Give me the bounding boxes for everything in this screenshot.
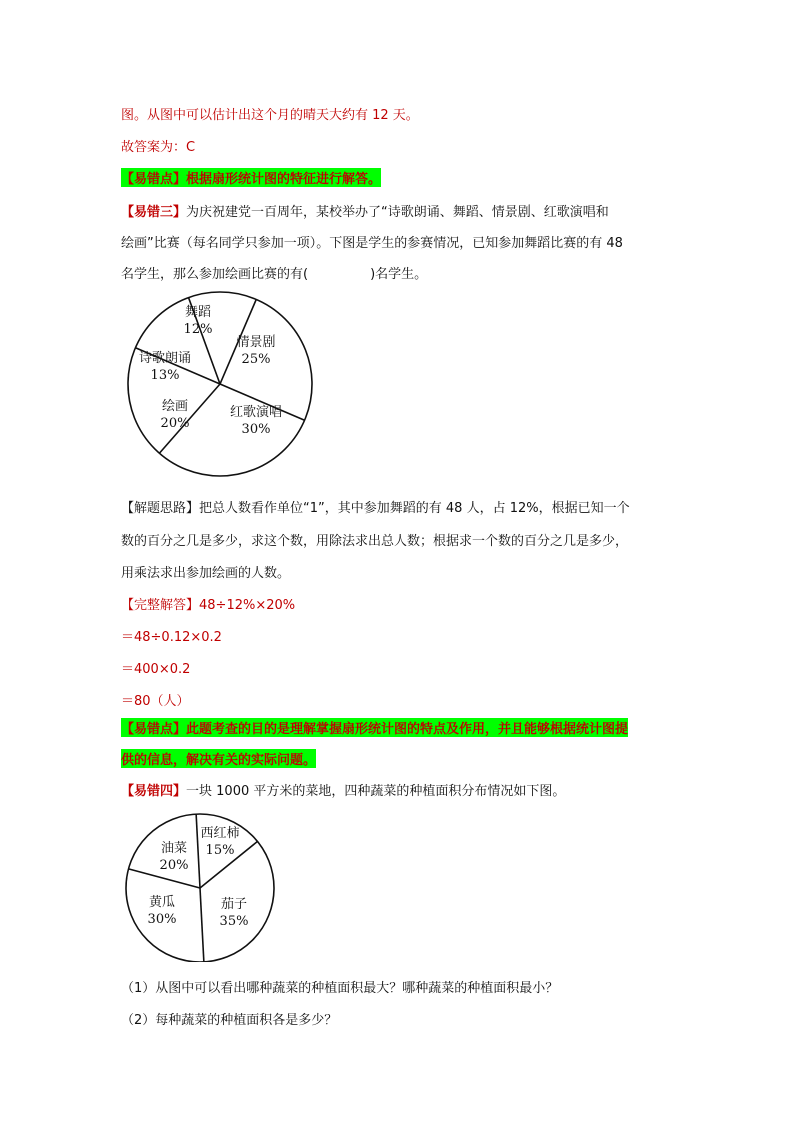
mistake-point-2-line-2: 供的信息，解决有关的实际问题。 bbox=[121, 749, 316, 768]
question-4-line-1 bbox=[121, 780, 565, 799]
pie-slice-percent-label: 25% bbox=[241, 352, 271, 367]
pie-slice-category-label: 舞蹈 bbox=[184, 305, 212, 320]
question-3-line-1 bbox=[121, 201, 609, 220]
answer-line: 故答案为：C bbox=[121, 140, 196, 155]
thinking-line-2: 数的百分之几是多少，求这个数，用除法求出总人数；根据求一个数的百分之几是多少， bbox=[121, 534, 629, 549]
pie-slice-percent-label: 30% bbox=[147, 912, 177, 927]
full-answer-tag: 【完整解答】 bbox=[121, 598, 200, 613]
calc-step-3: ＝80（人） bbox=[121, 694, 190, 709]
question-3-tag: 【易错三】 bbox=[121, 205, 187, 220]
pie-slice-category-label: 诗歌朗诵 bbox=[138, 351, 192, 366]
pie-slice-category-label: 绘画 bbox=[161, 399, 189, 414]
question-4-tag: 【易错四】 bbox=[121, 784, 187, 799]
question-3-text-1: 为庆祝建党一百周年，某校举办了“诗歌朗诵、舞蹈、情景剧、红歌演唱和 bbox=[186, 205, 609, 220]
question-3-text-3-end: )名学生。 bbox=[370, 267, 428, 282]
pie-slice-percent-label: 30% bbox=[241, 422, 271, 437]
question-4-text: 一块 1000 平方米的菜地，四种蔬菜的种植面积分布情况如下图。 bbox=[186, 784, 566, 799]
pie-slice-percent-label: 20% bbox=[159, 858, 189, 873]
calc-step-2: ＝400×0.2 bbox=[121, 662, 191, 677]
question-3-line-2: 绘画”比赛（每名同学只参加一项）。下图是学生的参赛情况，已知参加舞蹈比赛的有 48 bbox=[121, 236, 623, 251]
thinking-line-3: 用乘法求出参加绘画的人数。 bbox=[121, 566, 291, 581]
pie-slice-percent-label: 12% bbox=[183, 322, 213, 337]
mistake-point-1: 【易错点】根据扇形统计图的特征进行解答。 bbox=[121, 168, 381, 187]
pie-slice-percent-label: 20% bbox=[160, 416, 190, 431]
question-3-text-3: 名学生，那么参加绘画比赛的有( bbox=[121, 267, 309, 282]
thinking-text-1: 把总人数看作单位“1”，其中参加舞蹈的有 48 人，占 12%，根据已知一个 bbox=[199, 501, 630, 516]
mistake-point-2-line-1: 【易错点】此题考查的目的是理解掌握扇形统计图的特点及作用，并且能够根据统计图提 bbox=[121, 718, 628, 737]
full-answer-line bbox=[121, 594, 295, 613]
pie-slice-percent-label: 15% bbox=[205, 843, 235, 858]
question-4-sub-1: （1）从图中可以看出哪种蔬菜的种植面积最大？哪种蔬菜的种植面积最小？ bbox=[121, 981, 559, 996]
text-line-conclusion: 图。从图中可以估计出这个月的晴天大约有 12 天。 bbox=[121, 108, 419, 123]
pie-slice-category-label: 茄子 bbox=[220, 897, 248, 912]
thinking-line-1 bbox=[121, 497, 630, 516]
pie-slice-category-label: 油菜 bbox=[160, 841, 188, 856]
pie-chart-vegetables bbox=[120, 810, 280, 962]
pie-chart-competition bbox=[120, 290, 320, 486]
pie-slice-percent-label: 13% bbox=[150, 368, 180, 383]
question-4-sub-2: （2）每种蔬菜的种植面积各是多少？ bbox=[121, 1013, 338, 1028]
pie-slice-category-label: 西红柿 bbox=[200, 826, 240, 841]
question-3-line-3 bbox=[121, 263, 427, 282]
thinking-tag: 【解题思路】 bbox=[121, 501, 200, 516]
full-answer-expression: 48÷12%×20% bbox=[199, 598, 296, 613]
pie-slice-category-label: 红歌演唱 bbox=[229, 405, 283, 420]
pie-slice-percent-label: 35% bbox=[219, 914, 249, 929]
calc-step-1: ＝48÷0.12×0.2 bbox=[121, 630, 222, 645]
pie-slice-category-label: 黄瓜 bbox=[148, 895, 176, 910]
pie-slice-category-label: 情景剧 bbox=[236, 335, 276, 350]
